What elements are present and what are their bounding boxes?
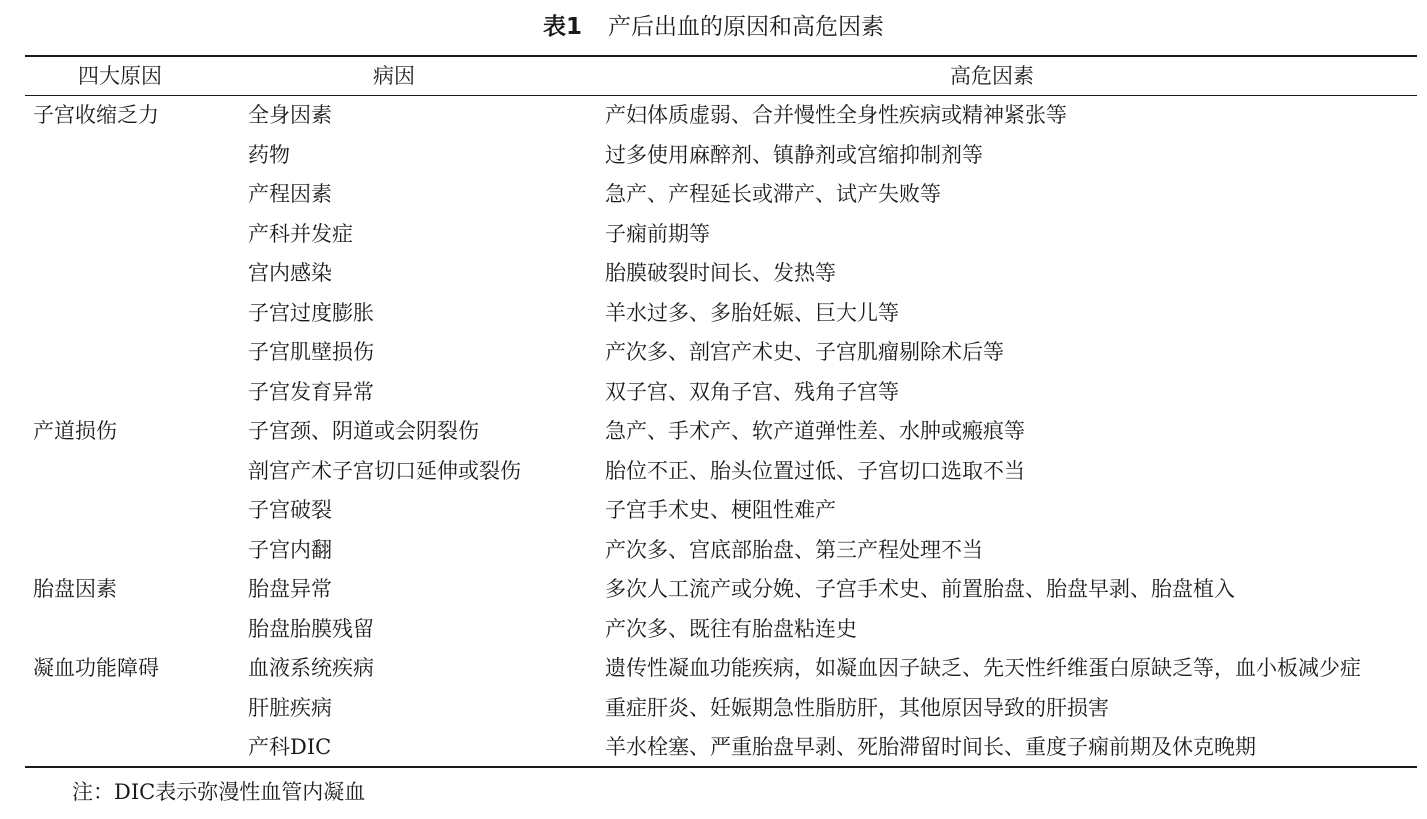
risk-factor-cell: 遗传性凝血功能疾病，如凝血因子缺乏、先天性纤维蛋白原缺乏等，血小板减少症: [605, 656, 1361, 680]
risk-factor-cell: 多次人工流产或分娩、子宫手术史、前置胎盘、胎盘早剥、胎盘植入: [605, 577, 1235, 601]
table-row: [0, 96, 1427, 136]
risk-factor-cell: 子痫前期等: [605, 221, 710, 246]
table-caption: [0, 10, 1427, 44]
table-row: [0, 175, 1427, 215]
table-row: [0, 373, 1427, 413]
header-risk-factors: 高危因素: [950, 64, 1034, 88]
etiology-cell: 子宫内翻: [248, 537, 332, 562]
table-row: [0, 689, 1427, 729]
risk-factor-cell: 产次多、既往有胎盘粘连史: [605, 616, 857, 641]
risk-factor-cell: 急产、手术产、软产道弹性差、水肿或瘢痕等: [605, 419, 1025, 443]
table-row: [0, 294, 1427, 334]
risk-factor-cell: 产次多、剖宫产术史、子宫肌瘤剔除术后等: [605, 340, 1004, 364]
etiology-cell: 全身因素: [248, 103, 332, 127]
etiology-cell: 血液系统疾病: [248, 656, 374, 680]
table-footnote: 注：DIC表示弥漫性血管内凝血: [72, 780, 366, 804]
etiology-cell: 胎盘异常: [248, 577, 332, 601]
table-row: [0, 491, 1427, 531]
table-row: [0, 610, 1427, 650]
table-row: [0, 728, 1427, 768]
etiology-cell: 宫内感染: [248, 261, 332, 285]
header-cause: 四大原因: [78, 64, 162, 88]
table-row: [0, 215, 1427, 255]
table-title: 产后出血的原因和高危因素: [608, 14, 884, 40]
table-row: [0, 570, 1427, 610]
risk-factor-cell: 过多使用麻醉剂、镇静剂或宫缩抑制剂等: [605, 142, 983, 167]
table-row: [0, 452, 1427, 492]
risk-factor-cell: 急产、产程延长或滞产、试产失败等: [605, 182, 941, 206]
etiology-cell: 产程因素: [248, 182, 332, 206]
etiology-cell: 产科DIC: [248, 735, 332, 759]
cause-cell: 产道损伤: [33, 419, 117, 443]
etiology-cell: 子宫发育异常: [248, 379, 374, 404]
table-row: [0, 136, 1427, 176]
cause-cell: 胎盘因素: [33, 577, 117, 601]
table-row: [0, 531, 1427, 571]
risk-factor-cell: 产次多、宫底部胎盘、第三产程处理不当: [605, 537, 983, 562]
table-row: [0, 254, 1427, 294]
risk-factor-cell: 羊水栓塞、严重胎盘早剥、死胎滞留时间长、重度子痫前期及休克晚期: [605, 735, 1256, 759]
etiology-cell: 药物: [248, 142, 290, 167]
etiology-cell: 子宫破裂: [248, 498, 332, 522]
cause-cell: 凝血功能障碍: [33, 656, 159, 680]
etiology-cell: 肝脏疾病: [248, 695, 332, 720]
risk-factor-cell: 胎膜破裂时间长、发热等: [605, 261, 836, 285]
table-bottom-rule: [25, 766, 1417, 768]
risk-factor-cell: 产妇体质虚弱、合并慢性全身性疾病或精神紧张等: [605, 103, 1067, 127]
etiology-cell: 产科并发症: [248, 221, 353, 246]
risk-factor-cell: 重症肝炎、妊娠期急性脂肪肝，其他原因导致的肝损害: [605, 695, 1109, 720]
etiology-cell: 子宫颈、阴道或会阴裂伤: [248, 419, 479, 443]
table-row: [0, 649, 1427, 689]
cause-cell: 子宫收缩乏力: [33, 103, 159, 127]
risk-factor-cell: 子宫手术史、梗阻性难产: [605, 498, 836, 522]
table-row: [0, 333, 1427, 373]
risk-factor-cell: 胎位不正、胎头位置过低、子宫切口选取不当: [605, 458, 1025, 483]
etiology-cell: 胎盘胎膜残留: [248, 616, 374, 641]
table-row: [0, 412, 1427, 452]
table-number: 表1: [542, 14, 582, 40]
risk-factor-cell: 羊水过多、多胎妊娠、巨大儿等: [605, 300, 899, 325]
risk-factor-cell: 双子宫、双角子宫、残角子宫等: [605, 379, 899, 404]
header-etiology: 病因: [373, 64, 415, 88]
etiology-cell: 子宫过度膨胀: [248, 300, 374, 325]
etiology-cell: 剖宫产术子宫切口延伸或裂伤: [248, 458, 521, 483]
etiology-cell: 子宫肌壁损伤: [248, 340, 374, 364]
table-top-rule: [25, 55, 1417, 57]
